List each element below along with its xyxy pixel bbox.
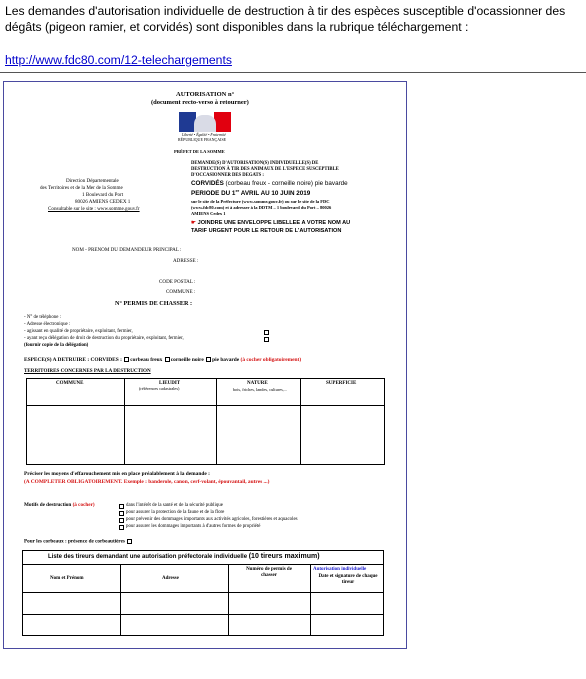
effarouchement-note: (A COMPLETER OBLIGATOIREMENT. Exemple : banderole, canon, cerf-volant, épouvantail, autres ...) (24, 479, 270, 485)
th-autorisation: Autorisation individuelle (313, 567, 367, 572)
liste-heading (48, 553, 320, 561)
tireurs-table-title-line (22, 564, 384, 565)
site-line-1: sur le site de la Préfecture (www.somme.gouv.fr) ou sur le site de la FDC (191, 199, 330, 204)
motif-checkbox-2[interactable] (119, 511, 124, 516)
contact-telephone: - N° de téléphone : (24, 315, 61, 320)
corvides-label: CORVIDÉS (191, 180, 224, 187)
th-lieudit: LIEUDIT (159, 381, 181, 386)
liste-title: Liste des tireurs demandant une autorisation préfectorale individuelle (48, 554, 248, 560)
tireurs-col-line-3 (310, 564, 311, 636)
marianne-logo (179, 112, 231, 132)
autorisation-document-image (3, 81, 407, 649)
periode-end: AVRIL AU 10 JUIN 2019 (239, 190, 311, 198)
th-nature: NATURE (247, 381, 268, 386)
doc-title: AUTORISATION n° (176, 91, 235, 98)
territoires-table-header-line (26, 405, 385, 406)
corbeautieres-checkbox[interactable] (127, 539, 132, 544)
demande-line-2: DESTRUCTION À TIR DES ANIMAUX DE L'ESPECE SUSCEPTIBLE (191, 167, 339, 172)
th-adresse: Adresse (162, 576, 179, 581)
th-lieudit-sub: (références cadastrales) (139, 386, 180, 391)
th-nature-sub: bois, friches, landes, cultures,... (232, 387, 288, 392)
logo-republique: RÉPUBLIQUE FRANÇAISE (178, 137, 227, 142)
periode-sup: er (235, 188, 240, 193)
especes-opt-corneille: corneille noire (170, 357, 204, 363)
contact-delegation: - ayant reçu délégation de droit de destruction du propriétaire, exploitant, fermier, (24, 336, 184, 341)
site-line-2: (www.fdc80.com) et à adresser à la DDTM – 1 boulevard du Port – 80026 (191, 205, 332, 210)
periode-start: PERIODE DU 1 (191, 190, 236, 198)
corbeaux-label: Pour les corbeaux : présence de corbeautières (24, 538, 125, 545)
doc-title-sub: (document recto-verso à retourner) (151, 99, 249, 106)
demande-line-1: DEMANDE(S) D'AUTORISATION(S) INDIVIDUELLE(S) DE (191, 161, 319, 166)
territoires-heading: TERRITOIRES CONCERNES PAR LA DESTRUCTION (24, 368, 151, 374)
territoires-col-line-3 (300, 378, 301, 465)
especes-line (24, 357, 301, 363)
especes-note: (à cocher obligatoirement) (240, 357, 302, 363)
th-nom-prenom: Nom et Prénom (50, 576, 84, 581)
qualite-checkbox[interactable] (264, 330, 269, 335)
permis-chasser-label: N° PERMIS DE CHASSER : (115, 300, 193, 307)
especes-label: ESPECE(S) A DETRUIRE : CORVIDES : (24, 357, 122, 363)
motifs-label: Motifs de destruction (24, 502, 72, 508)
th-superficie: SUPERFICIE (326, 381, 357, 386)
joindre-text-1: JOINDRE UNE ENVELOPPE LIBELLEE A VOTRE NOM AU (197, 220, 351, 226)
site-line-3: AMIENS Cedex 1 (191, 211, 226, 216)
motif-3: pour prévenir des dommages importants aux activités agricoles, forestières et aquacoles (126, 517, 298, 522)
joindre-line-2: TARIF URGENT POUR LE RETOUR DE L'AUTORISATION (191, 228, 342, 234)
contact-copie: (fournir copie de la délégation) (24, 343, 89, 348)
motifs-note: (à cocher) (72, 502, 95, 508)
tireurs-col-line-1 (120, 564, 121, 636)
corbeau-checkbox[interactable] (124, 357, 129, 362)
motif-checkbox-3[interactable] (119, 518, 124, 523)
liste-max: (10 tireurs maximum) (248, 553, 320, 560)
th-numero-permis: Numéro de permis de chasser (246, 567, 292, 578)
periode-line (191, 189, 310, 197)
tireurs-table (22, 550, 384, 636)
th-commune: COMMUNE (56, 381, 84, 386)
especes-opt-corbeau: corbeau freux (130, 357, 163, 363)
corneille-checkbox[interactable] (165, 357, 170, 362)
motif-4: pour assurer les dommages importants à d'autres formes de propriété (126, 524, 261, 529)
motif-checkbox-1[interactable] (119, 504, 124, 509)
joindre-line-1 (191, 220, 350, 226)
tireurs-table-header-line (22, 592, 384, 593)
direction-line-1: Direction Départementale (66, 178, 119, 184)
contact-qualite: - agissant en qualité de propriétaire, exploitant, fermier, (24, 329, 133, 334)
horizontal-divider (0, 72, 586, 73)
logo-motto: Liberté • Égalité • Fraternité (182, 133, 226, 137)
direction-line-2: des Territoires et de la Mer de la Somme (40, 185, 123, 191)
contact-email: - Adresse électronique : (24, 322, 71, 327)
field-adresse: ADRESSE : (173, 258, 199, 264)
motif-checkbox-4[interactable] (119, 525, 124, 530)
territoires-col-line-2 (216, 378, 217, 465)
tireurs-col-line-2 (228, 564, 229, 636)
territoires-col-line-1 (124, 378, 125, 465)
field-nom: NOM - PRENOM DU DEMANDEUR PRINCIPAL : (72, 247, 182, 253)
telechargements-link[interactable]: http://www.fdc80.com/12-telechargements (5, 53, 232, 67)
direction-line-5: Consultable sur le site : www.somme.gouv.fr (48, 206, 140, 212)
especes-opt-pie: pie bavarde (212, 357, 240, 363)
field-commune: COMMUNE : (166, 289, 196, 295)
corvides-line (191, 180, 348, 187)
motif-1: dans l'intérêt de la santé et de la sécurité publique (126, 503, 223, 508)
pie-checkbox[interactable] (206, 357, 211, 362)
motifs-heading (24, 503, 95, 509)
field-code-postal: CODE POSTAL : (159, 279, 196, 285)
effarouchement-label: Préciser les moyens d'effarouchement mis en place préalablement à la demande : (24, 471, 210, 477)
prefet-label: PRÉFET DE LA SOMME (174, 149, 225, 154)
tireurs-table-row-line (22, 614, 384, 615)
th-date-signature: Date et signature de chaque tireur (318, 574, 378, 585)
corbeaux-line (24, 539, 133, 546)
direction-line-3: 1 Boulevard du Port (82, 192, 124, 198)
territoires-table (26, 378, 385, 465)
pointing-hand-icon: ☛ (191, 220, 197, 226)
intro-paragraph: Les demandes d'autorisation individuelle de destruction à tir des espèces susceptible d'ocassionner des dégâts (pigeon ramier, et corvidés) sont disponibles dans la rubrique téléchargement : (5, 4, 566, 34)
delegation-checkbox[interactable] (264, 337, 269, 342)
corvides-species: (corbeau freux - corneille noire) pie bavarde (223, 180, 348, 187)
motif-2: pour assurer la protection de la faune et de la flore (126, 510, 225, 515)
demande-line-3: D'OCCASIONNER DES DEGATS : (191, 173, 264, 178)
direction-line-4: 80026 AMIENS CEDEX 1 (75, 199, 131, 205)
